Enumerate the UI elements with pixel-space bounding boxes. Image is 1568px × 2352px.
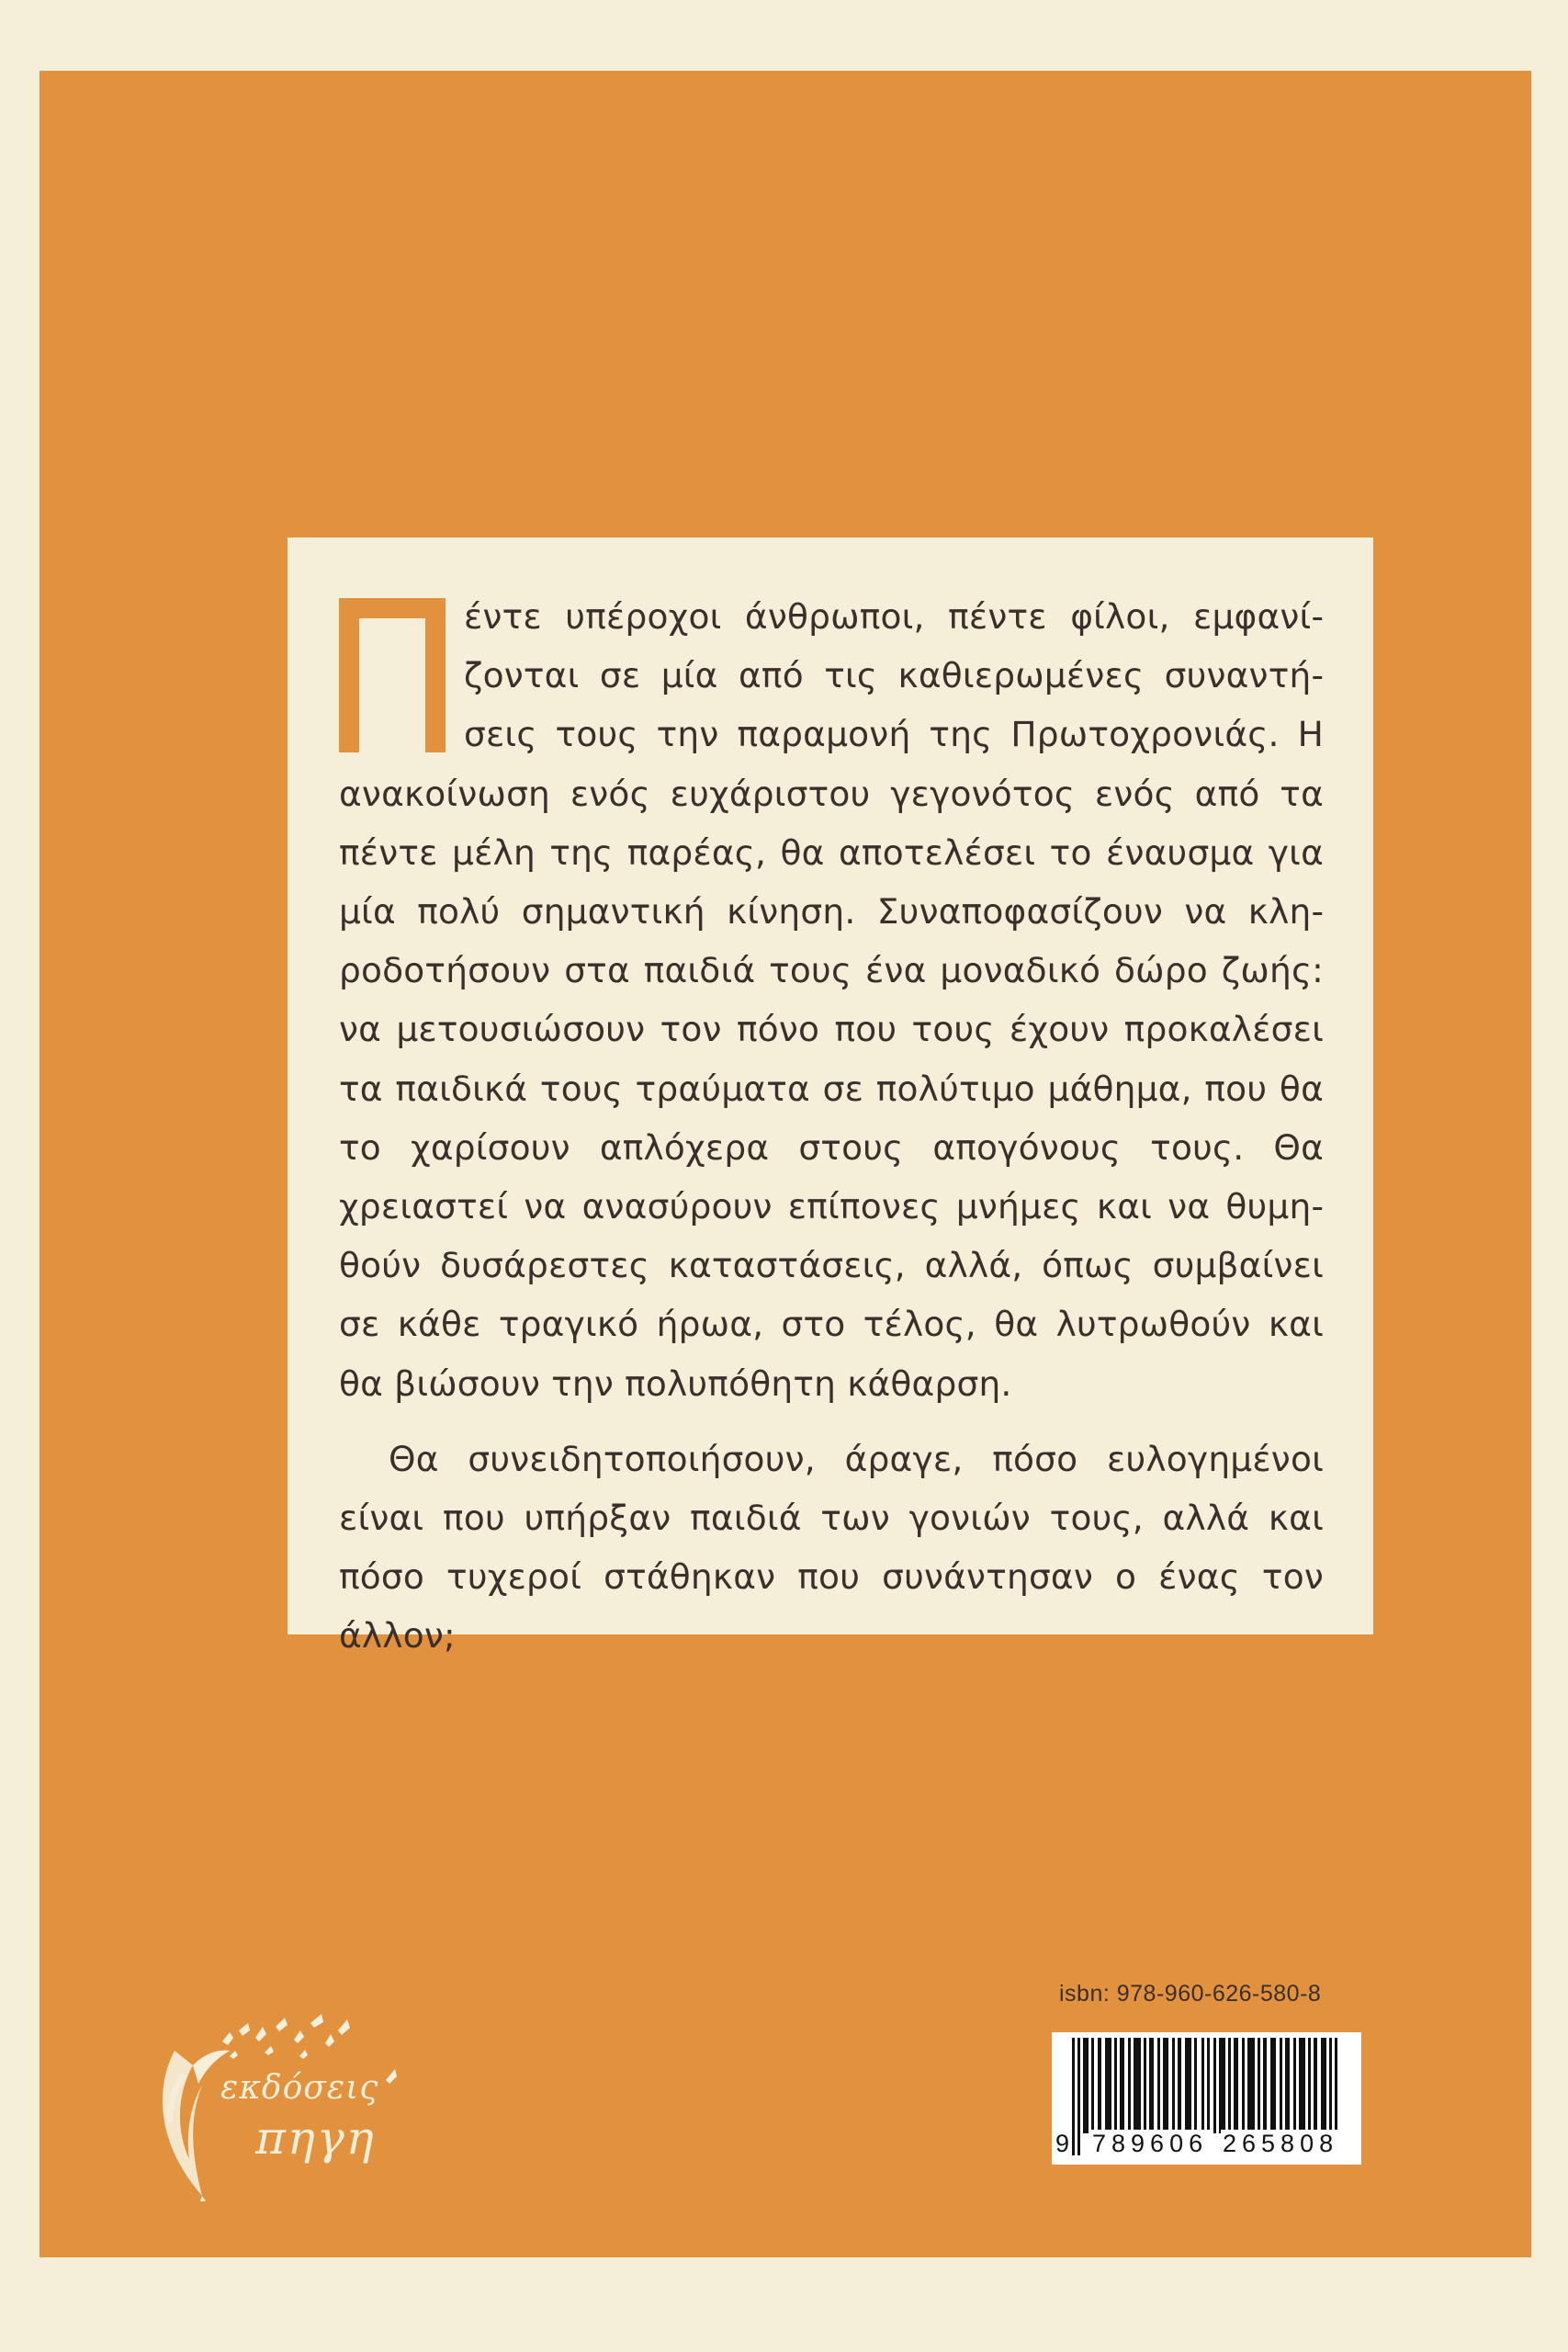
blurb-paragraph-1: έντε υπέροχοι άνθρωποι, πέντε φίλοι, εμφανίζονται σε μία από τις καθιερωμένες συναντήσεις τους την παραμονή της Πρωτοχρονιάς. Η ανακοίνωση ενός ευχάριστου γεγονότος ενός από τα πέντε μέλη της παρέας, θα αποτελέσει το έναυσμα για μία πολύ σημαντική κίνηση. Συναποφασίζουν να κληροδοτήσουν στα παιδιά τους ένα μοναδικό δώρο ζωής: να μετουσιώσουν τον πόνο που τους έχουν προκαλέσει τα παιδικά τους τραύματα σε πολύτιμο μάθημα, που θα το χαρίσουν απλόχερα στους απογόνους τους. Θα χρειαστεί να ανασύρουν επίπονες μνήμες και να θυμηθούν δυσάρεστες καταστάσεις, αλλά, όπως συμβαίνει σε κάθε τραγικό ήρωα, στο τέλος, θα λυτρωθούν και θα βιώσουν την πολυπόθητη κάθαρση. xyxy=(339,596,1324,1404)
publisher-name-line2: πηγη xyxy=(255,2111,376,2165)
barcode-first-digit: 9 xyxy=(1055,2130,1070,2157)
isbn-barcode xyxy=(1052,2032,1361,2165)
blurb-paragraph-2: Θα συνειδητοποιήσουν, άραγε, πόσο ευλογημένοι είναι που υπήρξαν παιδιά των γονιών τους, αλλά και πόσο τυχεροί στάθηκαν που συνάντησαν ο ένας τον άλλον; xyxy=(339,1438,1324,1657)
back-cover-panel xyxy=(39,71,1531,2257)
barcode-left-group: 789606 xyxy=(1092,2130,1209,2157)
drop-cap-pi xyxy=(339,598,446,752)
isbn-label: isbn: 978-960-626-580-8 xyxy=(1059,1981,1322,2007)
publisher-logo xyxy=(138,1984,432,2205)
barcode-right-group: 265808 xyxy=(1223,2130,1339,2157)
blurb-box xyxy=(288,537,1373,1657)
publisher-name-line1: εκδόσεις xyxy=(220,2069,379,2107)
